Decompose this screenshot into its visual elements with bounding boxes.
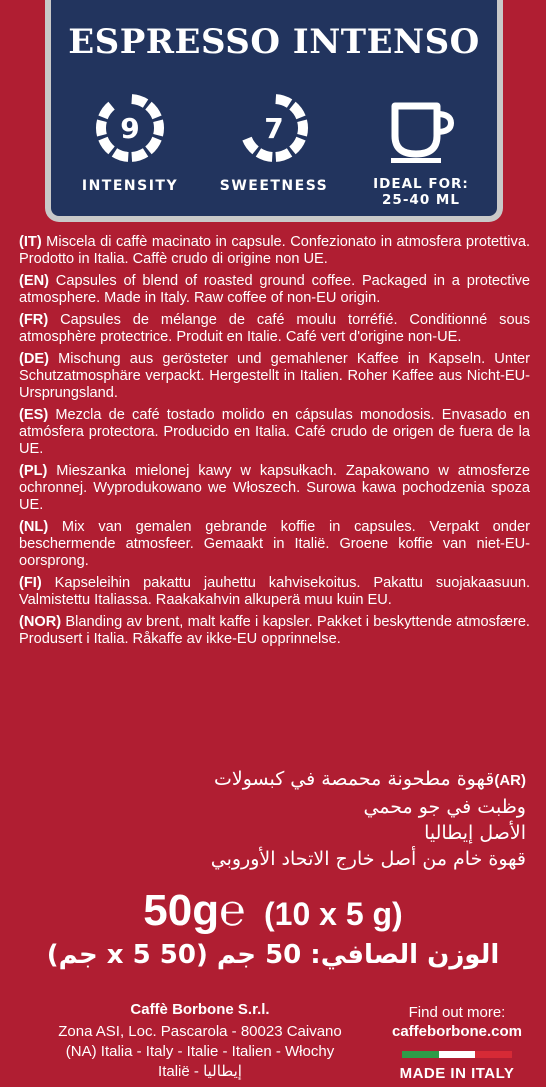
arabic-line3: الأصل إيطاليا <box>424 822 526 844</box>
lang-code: (ES) <box>19 407 49 423</box>
net-weight-arabic: الوزن الصافي: 50 جم (50 x 5 جم) <box>46 940 500 970</box>
description-fr <box>19 312 530 346</box>
description-fi <box>19 575 530 609</box>
product-header <box>45 0 503 222</box>
description-text: Blanding av brent, malt kaffe i kapsler. Pakket i beskyttende atmosfære. Produsert i Italia. Råkaffe av ikke-EU opprinnelse. <box>19 614 530 647</box>
lang-code: (FI) <box>19 575 42 591</box>
intensity-gauge-icon <box>94 92 166 164</box>
product-title: ESPRESSO INTENSO <box>68 22 480 62</box>
ideal-for-label <box>356 176 486 208</box>
sweetness-gauge-segment <box>240 119 251 136</box>
net-weight <box>0 886 546 936</box>
intensity-gauge-segment <box>96 119 107 136</box>
intensity-label: INTENSITY <box>81 178 179 194</box>
lang-code: (EN) <box>19 273 49 289</box>
arabic-line1: (AR)قهوة مطحونة محمصة في كبسولات <box>213 768 526 790</box>
company-address-line1: Zona ASI, Loc. Pascarola - 80023 Caivano <box>58 1023 342 1040</box>
intensity-badge <box>65 92 195 194</box>
arabic-line4: قهوة خام من أصل خارج الاتحاد الأوروبي <box>210 848 526 870</box>
description-en <box>19 273 530 307</box>
sweetness-badge <box>209 92 339 194</box>
lang-code: (DE) <box>19 351 49 367</box>
coffee-cup-icon <box>385 92 457 164</box>
made-in-italy: MADE IN ITALY <box>399 1065 515 1082</box>
net-weight-value: 50g℮ <box>143 886 246 935</box>
company-address-line2: (NA) Italia - Italy - Italie - Italien - Włochy <box>65 1043 335 1060</box>
description-text: Kapseleihin pakattu jauhettu kahvisekoitus. Pakattu suojakaasuun. Valmistettu Italiassa. Raakakahvin alkuperä muu kuin EU. <box>19 575 530 608</box>
flag-red-stripe <box>475 1051 512 1058</box>
intensity-gauge-segment <box>131 148 148 162</box>
description-text: Mix van gemalen gebrande koffie in capsules. Verpakt onder beschermende atmosfeer. Gemaakt in Italië. Groene koffie van niet-EU-oorsprong. <box>19 519 530 569</box>
intensity-gauge-segment <box>153 119 164 136</box>
sweetness-gauge-segment <box>256 94 273 108</box>
intensity-gauge-segment <box>145 102 161 119</box>
ideal-for-line2: 25-40 ML <box>382 192 460 208</box>
description-text: Capsules of blend of roasted ground coffee. Packaged in a protective atmosphere. Made in Italy. Raw coffee of non-EU origin. <box>19 273 530 306</box>
lang-code: (IT) <box>19 234 42 250</box>
description-text: Mezcla de café tostado molido en cápsulas monodosis. Envasado en atmósfera protectora. Producido en Italia. Café crudo de origen de fuera de la UE. <box>19 407 530 457</box>
description-pl <box>19 463 530 514</box>
flag-white-stripe <box>439 1051 476 1058</box>
flag-green-stripe <box>402 1051 439 1058</box>
intensity-gauge-segment <box>112 94 129 108</box>
description-ar <box>26 766 526 872</box>
description-de <box>19 351 530 402</box>
intensity-gauge-segment <box>98 137 114 154</box>
sweetness-gauge-segment <box>297 119 308 136</box>
description-text: Capsules de mélange de café moulu torréfié. Conditionné sous atmosphère protectrice. Produit en Italie. Café vert d'origine non-UE. <box>19 312 530 345</box>
lang-code: (NOR) <box>19 614 62 630</box>
lang-code: (NL) <box>19 519 49 535</box>
net-weight-detail: (10 x 5 g) <box>263 896 403 932</box>
sweetness-gauge-icon <box>238 92 310 164</box>
find-out-label: Find out more: <box>408 1004 506 1021</box>
lang-code: (PL) <box>19 463 48 479</box>
description-text: Mieszanka mielonej kawy w kapsułkach. Zapakowano w atmosferze ochronnej. Wyprodukowano we Włoszech. Surowa kawa pochodzenia spoza UE. <box>19 463 530 513</box>
intensity-gauge-segment <box>131 94 148 108</box>
description-it <box>19 234 530 268</box>
sweetness-gauge-segment <box>289 137 305 154</box>
intensity-gauge-segment <box>98 102 114 119</box>
description-text: Miscela di caffè macinato in capsule. Confezionato in atmosfera protettiva. Prodotto in Italia. Caffè crudo di origine non UE. <box>19 234 530 267</box>
website-link[interactable]: caffeborbone.com <box>391 1023 523 1040</box>
sweetness-value: 7 <box>264 112 284 145</box>
italian-flag-icon <box>402 1051 512 1058</box>
company-name: Caffè Borbone S.r.l. <box>130 1001 270 1018</box>
sweetness-gauge-segment <box>275 148 292 162</box>
ideal-for-badge <box>356 92 486 208</box>
sweetness-gauge-segment <box>256 148 273 162</box>
product-descriptions <box>19 234 530 653</box>
description-nl <box>19 519 530 570</box>
company-address-line3: Italië - إيطاليا <box>158 1063 242 1080</box>
arabic-line2: وظبت في جو محمي <box>363 796 526 818</box>
intensity-gauge-segment <box>145 137 161 154</box>
description-es <box>19 407 530 458</box>
intensity-gauge-segment <box>112 148 129 162</box>
sweetness-label: SWEETNESS <box>219 178 329 194</box>
intensity-value: 9 <box>120 112 140 145</box>
lang-code: (FR) <box>19 312 49 328</box>
find-out-more <box>372 1003 542 1083</box>
sweetness-gauge-segment <box>275 94 292 108</box>
sweetness-gauge-segment <box>289 102 305 119</box>
description-nor <box>19 614 530 648</box>
lang-code: (AR) <box>494 772 526 789</box>
description-text: Mischung aus gerösteter und gemahlener Kaffee in Kapseln. Unter Schutzatmosphäre verpackt. Hergestellt in Italien. Roher Kaffee aus Nicht-EU-Ursprungsland. <box>19 351 530 401</box>
sweetness-gauge-segment <box>242 102 258 119</box>
ideal-for-line1: IDEAL FOR: <box>373 176 469 192</box>
sweetness-gauge-segment <box>242 137 258 154</box>
company-info <box>40 1000 360 1082</box>
